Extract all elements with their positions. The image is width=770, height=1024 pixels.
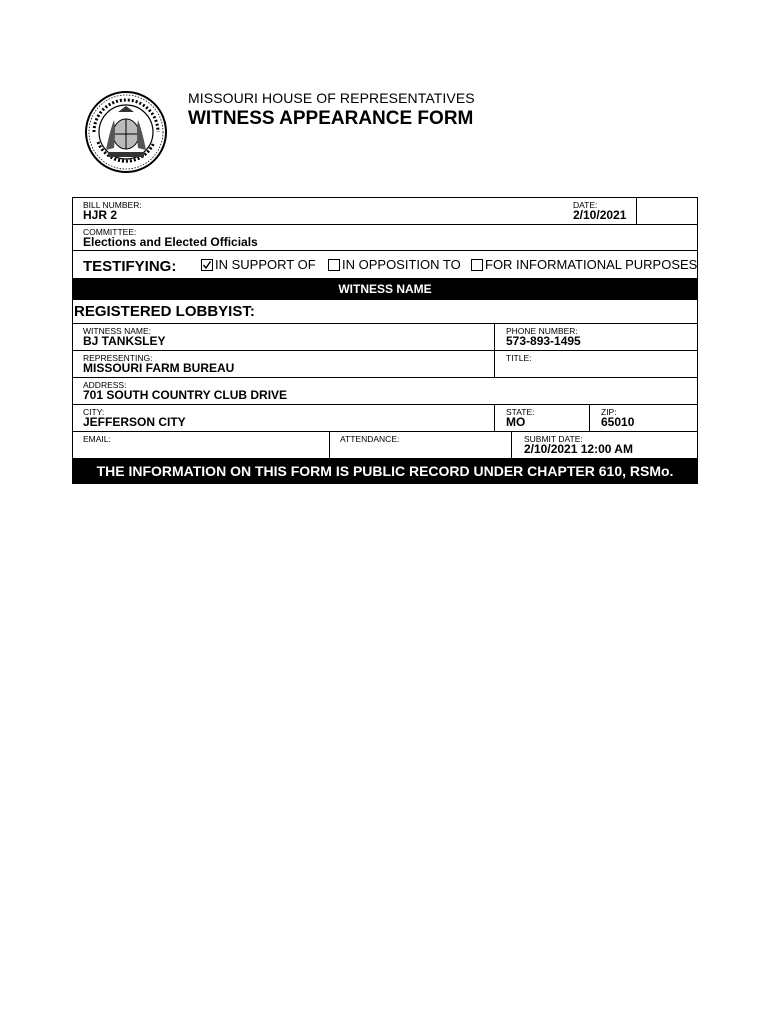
checkbox-empty-icon[interactable] [471,259,483,271]
registered-lobbyist-label: REGISTERED LOBBYIST: [74,303,255,320]
city-label: CITY: [83,407,105,417]
divider [72,224,698,225]
submit-date-label: SUBMIT DATE: [524,434,583,444]
public-record-notice: THE INFORMATION ON THIS FORM IS PUBLIC RECORD UNDER CHAPTER 610, RSMo. [72,458,698,484]
option-label: FOR INFORMATIONAL PURPOSES [485,257,698,272]
checkbox-checked-icon[interactable] [201,259,213,271]
email-label: EMAIL: [83,434,111,444]
date-label: DATE: [573,200,598,210]
organization-name: MISSOURI HOUSE OF REPRESENTATIVES [188,90,475,106]
option-in-opposition[interactable] [328,257,461,272]
phone-number-value: 573-893-1495 [506,334,581,348]
divider [494,404,495,431]
representing-label: REPRESENTING: [83,353,153,363]
option-label: IN SUPPORT OF [215,257,316,272]
witness-appearance-form [72,197,698,484]
divider [72,404,698,405]
divider [72,431,698,432]
checkbox-empty-icon[interactable] [328,259,340,271]
committee-value: Elections and Elected Officials [83,235,258,249]
testifying-label: TESTIFYING: [83,258,177,275]
zip-value: 65010 [601,415,635,429]
address-value: 701 SOUTH COUNTRY CLUB DRIVE [83,388,288,402]
witness-name-section-bar: WITNESS NAME [72,278,698,300]
representing-value: MISSOURI FARM BUREAU [83,361,235,375]
divider [72,250,698,251]
phone-number-label: PHONE NUMBER: [506,326,578,336]
state-value: MO [506,415,526,429]
witness-name-value: BJ TANKSLEY [83,334,166,348]
state-label: STATE: [506,407,535,417]
attendance-label: ATTENDANCE: [340,434,400,444]
witness-name-label: WITNESS NAME: [83,326,152,336]
bill-number-label: BILL NUMBER: [83,200,142,210]
option-label: IN OPPOSITION TO [342,257,461,272]
title-label: TITLE: [506,353,532,363]
form-title: WITNESS APPEARANCE FORM [188,108,474,129]
divider [511,431,512,458]
committee-label: COMMITTEE: [83,227,137,237]
submit-date-value: 2/10/2021 12:00 AM [524,442,633,456]
city-value: JEFFERSON CITY [83,415,186,429]
divider [589,404,590,431]
divider [329,431,330,458]
option-informational[interactable] [471,257,697,272]
address-label: ADDRESS: [83,380,127,390]
divider [72,323,698,324]
option-in-support[interactable] [201,257,316,272]
missouri-house-seal-icon [84,90,168,174]
divider [72,377,698,378]
zip-label: ZIP: [601,407,617,417]
divider [636,197,637,224]
divider [72,350,698,351]
bill-number-value: HJR 2 [83,208,118,222]
date-value: 2/10/2021 [573,208,627,222]
